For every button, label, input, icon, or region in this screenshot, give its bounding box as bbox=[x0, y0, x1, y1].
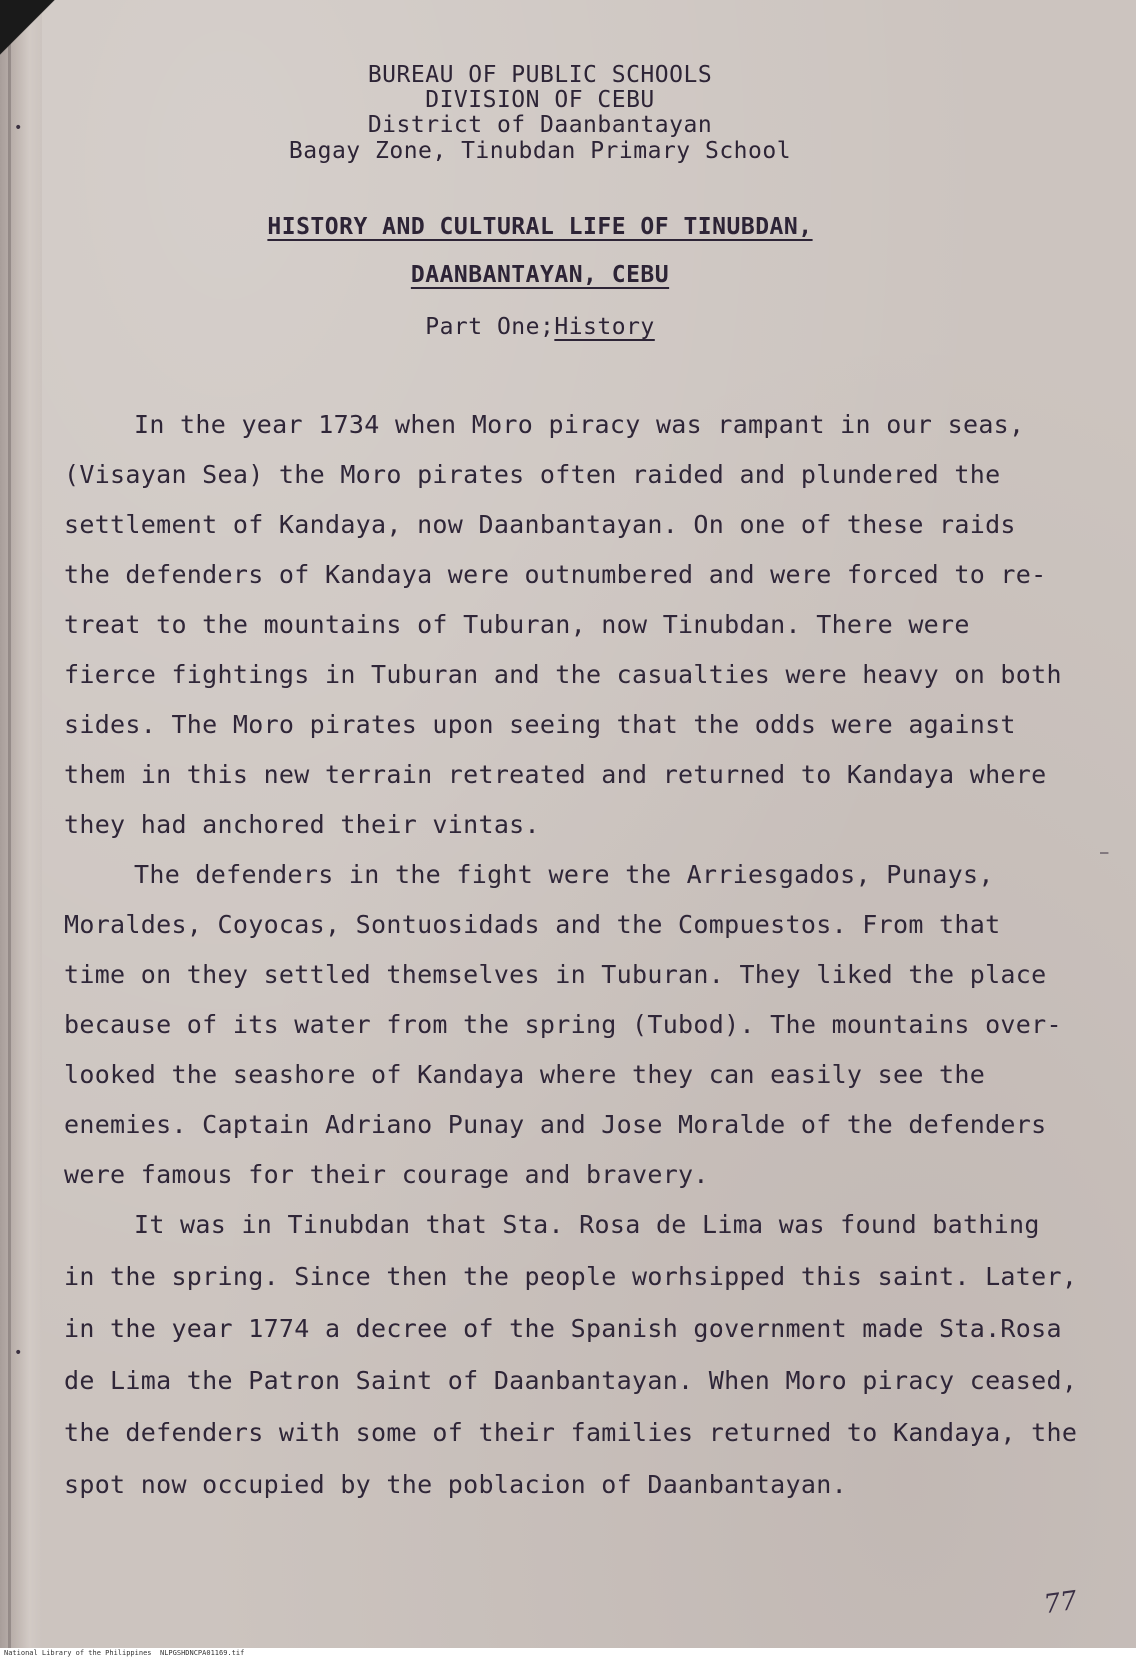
footer-library: National Library of the Philippines bbox=[4, 1649, 152, 1657]
body-line: time on they settled themselves in Tuburan. They liked the place bbox=[64, 960, 1047, 989]
body-line: in the year 1774 a decree of the Spanish government made Sta.Rosa bbox=[64, 1314, 1062, 1343]
header-bureau: BUREAU OF PUBLIC SCHOOLS bbox=[367, 62, 713, 88]
header-district: District of Daanbantayan bbox=[367, 112, 713, 138]
scan-footer bbox=[0, 1648, 1136, 1658]
part-heading bbox=[0, 314, 1080, 340]
margin-mark: • bbox=[14, 1345, 23, 1361]
body-line: de Lima the Patron Saint of Daanbantayan. When Moro piracy ceased, bbox=[64, 1366, 1078, 1395]
body-line: the defenders with some of their families returned to Kandaya, the bbox=[64, 1418, 1078, 1447]
body-line: looked the seashore of Kandaya where they can easily see the bbox=[64, 1060, 986, 1089]
body-line: in the spring. Since then the people worhsipped this saint. Later, bbox=[64, 1262, 1078, 1291]
body-line: sides. The Moro pirates upon seeing that the odds were against bbox=[64, 710, 1016, 739]
body-line: were famous for their courage and bravery. bbox=[64, 1160, 709, 1189]
body-line: because of its water from the spring (Tubod). The mountains over- bbox=[64, 1010, 1062, 1039]
document-title-line1: HISTORY AND CULTURAL LIFE OF TINUBDAN, bbox=[267, 214, 813, 240]
body-line: In the year 1734 when Moro piracy was rampant in our seas, bbox=[134, 410, 1025, 439]
handwritten-page-number: 77 bbox=[1042, 1585, 1080, 1621]
margin-mark: • bbox=[14, 120, 23, 136]
page-fold bbox=[8, 0, 11, 1648]
body-line: treat to the mountains of Tuburan, now Tinubdan. There were bbox=[64, 610, 970, 639]
part-heading-prefix: Part One; bbox=[425, 314, 555, 340]
footer-filename: NLPGSHDNCPA01169.tif bbox=[160, 1649, 245, 1657]
part-heading-label: History bbox=[554, 314, 655, 340]
body-line: spot now occupied by the poblacion of Daanbantayan. bbox=[64, 1470, 847, 1499]
header-school: Bagay Zone, Tinubdan Primary School bbox=[288, 138, 792, 164]
body-line: them in this new terrain retreated and returned to Kandaya where bbox=[64, 760, 1047, 789]
body-line: settlement of Kandaya, now Daanbantayan. On one of these raids bbox=[64, 510, 1016, 539]
header-division: DIVISION OF CEBU bbox=[425, 87, 655, 113]
body-line: (Visayan Sea) the Moro pirates often raided and plundered the bbox=[64, 460, 1001, 489]
document-title-line2: DAANBANTAYAN, CEBU bbox=[410, 262, 670, 288]
body-line: the defenders of Kandaya were outnumbered and were forced to re- bbox=[64, 560, 1047, 589]
body-line: enemies. Captain Adriano Punay and Jose Moralde of the defenders bbox=[64, 1110, 1047, 1139]
body-line: It was in Tinubdan that Sta. Rosa de Lima was found bathing bbox=[134, 1210, 1040, 1239]
body-line: they had anchored their vintas. bbox=[64, 810, 540, 839]
body-line: The defenders in the fight were the Arriesgados, Punays, bbox=[134, 860, 994, 889]
body-line: Moraldes, Coyocas, Sontuosidads and the Compuestos. From that bbox=[64, 910, 1001, 939]
page-left-edge bbox=[0, 0, 42, 1648]
margin-mark: – bbox=[1100, 845, 1109, 861]
corner-tear bbox=[0, 0, 60, 60]
body-line: fierce fightings in Tuburan and the casualties were heavy on both bbox=[64, 660, 1062, 689]
